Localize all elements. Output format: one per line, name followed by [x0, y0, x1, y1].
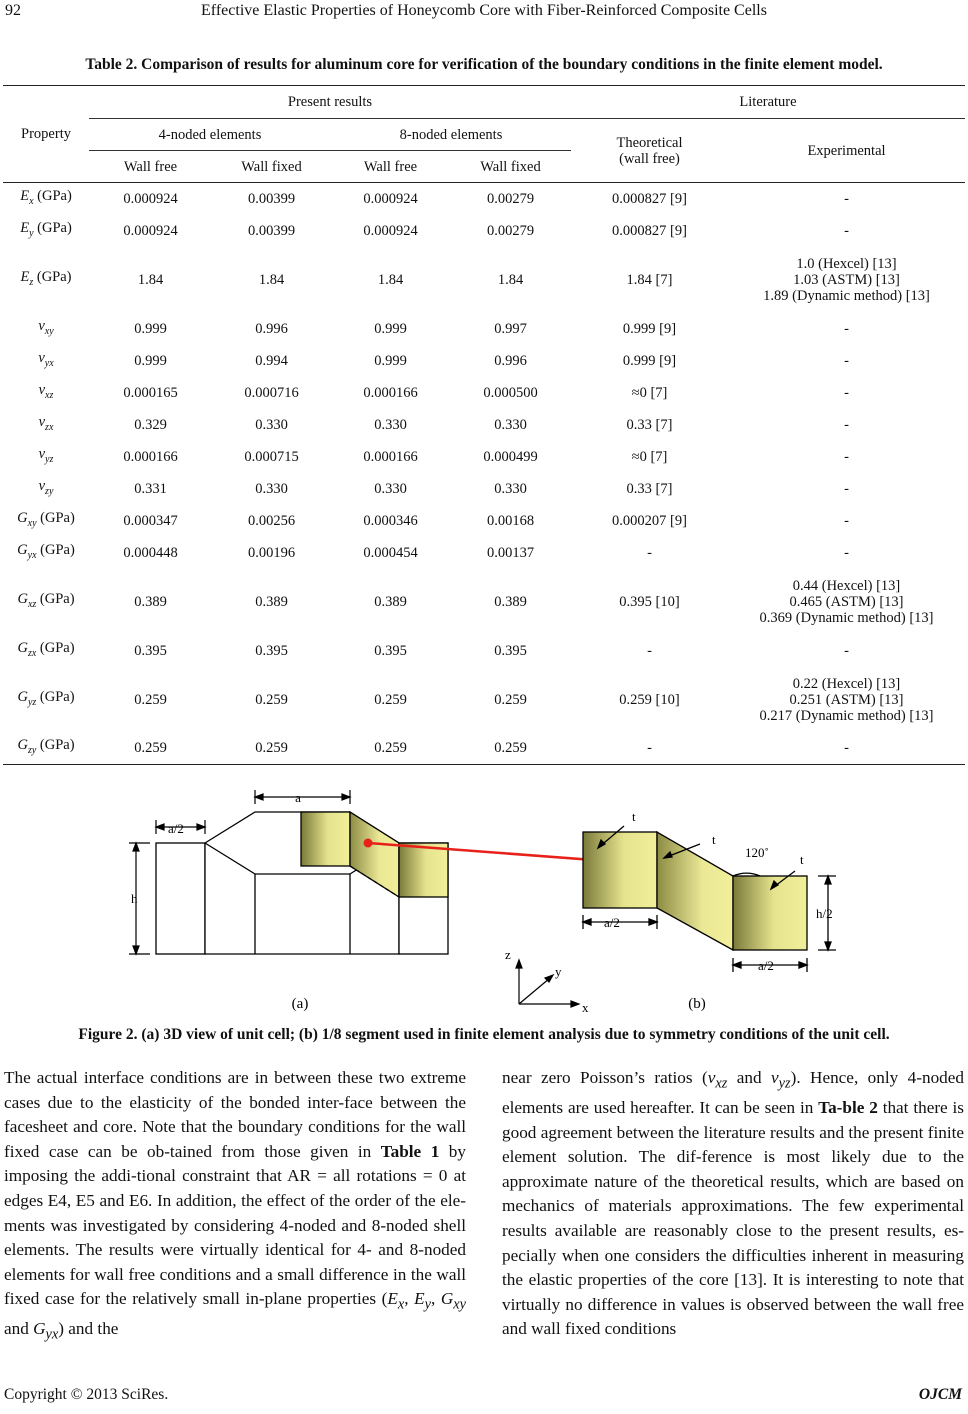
- header-theoretical-sub: (wall free): [619, 150, 680, 167]
- cell-c4: 0.00168: [486, 512, 535, 529]
- header-4-noded: 4-noded elements: [89, 119, 331, 151]
- cell-c3: 0.330: [374, 416, 407, 433]
- experimental-value: -: [844, 642, 849, 659]
- cell-c2: 0.259: [255, 691, 288, 708]
- cell-c3: 0.395: [374, 642, 407, 659]
- table-row: [3, 313, 965, 345]
- property-subscript: yz: [27, 696, 37, 708]
- cell-c3: 0.000166: [363, 448, 418, 465]
- cell-experimental: [728, 313, 965, 345]
- cell-c2: 0.994: [255, 352, 288, 369]
- cell-c1: 0.331: [134, 480, 167, 497]
- cell-c1: 0.000347: [123, 512, 178, 529]
- property-subscript: xz: [27, 598, 37, 610]
- symbol: E: [414, 1289, 425, 1309]
- cell-c1: 1.84: [137, 271, 164, 288]
- page-number: 92: [5, 2, 21, 19]
- table-row: [3, 473, 965, 505]
- cell-c3: 0.000346: [363, 512, 418, 529]
- property-symbol: E: [20, 187, 30, 204]
- paragraph-text: ). Hence, only 4-noded elements are used hereafter. It can be seen in: [502, 1068, 964, 1118]
- property-symbol: G: [17, 737, 28, 754]
- cell-c2: 0.00399: [247, 190, 296, 207]
- experimental-value: 1.03 (ASTM) [13]: [793, 271, 900, 288]
- cell-c4: 0.259: [494, 740, 527, 757]
- table-row: [3, 635, 965, 667]
- table-caption: Table 2. Comparison of results for aluminum core for verification of the boundary conditions in the finite element model.: [85, 56, 883, 73]
- body-column-right: [502, 1066, 964, 1342]
- cell-c4: 0.395: [494, 642, 527, 659]
- body-column-left: [4, 1066, 466, 1347]
- cell-theo: 0.33 [7]: [626, 416, 673, 433]
- property-subscript: yx: [44, 357, 54, 369]
- header-wall-fixed: Wall fixed: [241, 158, 302, 175]
- table-row: [3, 215, 965, 247]
- cell-c4: 0.00279: [486, 222, 535, 239]
- cell-theo: -: [647, 642, 652, 659]
- cell-theo: 1.84 [7]: [626, 271, 673, 288]
- cell-c3: 0.389: [374, 593, 407, 610]
- table-row: [3, 409, 965, 441]
- experimental-value: -: [844, 320, 849, 337]
- paragraph-text: The actual interface conditions are in between these two extreme cases due to the elasticity of the bonded inter-face between the facesheet and core. Note that the boundary conditions for the wall fixed case can be ob-tained from those given in: [4, 1068, 466, 1161]
- cell-c4: 0.000499: [483, 448, 538, 465]
- table-header: [3, 86, 965, 183]
- cell-c1: 0.329: [134, 416, 167, 433]
- property-symbol: E: [20, 219, 30, 236]
- dim-label-a-half-b2: a/2: [758, 958, 774, 973]
- dim-label-a-half-b: a/2: [604, 915, 620, 930]
- cell-c4: 0.996: [494, 352, 527, 369]
- cell-c1: 0.389: [134, 593, 167, 610]
- subscript: yx: [45, 1326, 59, 1343]
- cell-c1: 0.000166: [123, 448, 178, 465]
- cell-experimental: [728, 473, 965, 505]
- label-t-right: t: [800, 852, 804, 867]
- property-symbol: ν: [38, 349, 45, 366]
- property-subscript: yz: [45, 453, 54, 465]
- label-t-left: t: [632, 809, 636, 824]
- paragraph-text: by imposing the addi-tional constraint that AR = all rotations = 0 at edges E4, E5 and E6. In addition, the effect of the order of the ele-ments was investigated by considering 4-noded and 8-noded shell elements. The results were virtually identical for 4- and 8-noded elements for wall free conditions and a small difference in the wall fixed case for the relatively small in-plane properties (: [4, 1141, 466, 1309]
- cell-c2: 0.996: [255, 320, 288, 337]
- subscript: xy: [453, 1296, 467, 1313]
- cell-c4: 0.259: [494, 691, 527, 708]
- cell-c4: 0.00279: [486, 190, 535, 207]
- dim-label-a-half: a/2: [168, 821, 184, 836]
- cell-theo: 0.33 [7]: [626, 480, 673, 497]
- cell-c3: 0.999: [374, 352, 407, 369]
- cell-theo: -: [647, 544, 652, 561]
- cell-c3: 0.999: [374, 320, 407, 337]
- property-subscript: zx: [45, 421, 54, 433]
- table-reference: Ta-ble 2: [818, 1098, 878, 1118]
- property-subscript: zy: [45, 485, 54, 497]
- property-unit: (GPa): [36, 688, 75, 705]
- cell-theo: ≈0 [7]: [631, 448, 668, 465]
- cell-property: [3, 733, 89, 765]
- property-subscript: x: [29, 195, 34, 207]
- cell-c4: 1.84: [497, 271, 524, 288]
- cell-c2: 0.330: [255, 416, 288, 433]
- cell-c3: 1.84: [377, 271, 404, 288]
- cell-c4: 0.330: [494, 416, 527, 433]
- subscript: y: [424, 1296, 431, 1313]
- property-unit: (GPa): [33, 268, 72, 285]
- axis-triad: [516, 960, 579, 1007]
- property-symbol: G: [17, 639, 28, 656]
- property-symbol: ν: [38, 477, 46, 494]
- left-wall: [156, 843, 205, 954]
- separator: and: [727, 1068, 772, 1087]
- property-unit: (GPa): [33, 187, 72, 204]
- panel-label-a: (a): [291, 996, 309, 1012]
- experimental-value: -: [844, 352, 849, 369]
- cell-c1: 0.259: [134, 691, 167, 708]
- cell-c2: 0.000716: [244, 384, 299, 401]
- cell-experimental: [728, 537, 965, 569]
- panel-label-b: (b): [688, 996, 706, 1012]
- results-table: [3, 85, 965, 765]
- cell-c2: 1.84: [258, 271, 285, 288]
- experimental-value: 0.465 (ASTM) [13]: [789, 593, 904, 610]
- table-reference: Table 1: [380, 1141, 440, 1161]
- table-row: [3, 377, 965, 409]
- cell-c2: 0.389: [255, 593, 288, 610]
- cell-c1: 0.000165: [123, 384, 178, 401]
- right-wall-highlight: [399, 843, 448, 897]
- property-unit: (GPa): [36, 639, 75, 656]
- cell-property: [3, 569, 89, 635]
- experimental-value: 1.89 (Dynamic method) [13]: [763, 287, 930, 304]
- cell-c3: 0.000924: [363, 222, 418, 239]
- cell-c2: 0.00256: [247, 512, 296, 529]
- cell-c3: 0.000924: [363, 190, 418, 207]
- property-symbol: G: [17, 541, 28, 558]
- cell-property: [3, 313, 89, 345]
- cell-theo: ≈0 [7]: [631, 384, 668, 401]
- cell-c1: 0.000448: [123, 544, 178, 561]
- property-unit: (GPa): [36, 590, 75, 607]
- cell-experimental: [728, 377, 965, 409]
- table-row: [3, 247, 965, 313]
- cell-experimental: [728, 441, 965, 473]
- axis-label-z: z: [505, 947, 511, 962]
- figure-unit-cell: [0, 778, 968, 1018]
- cell-property: [3, 537, 89, 569]
- cell-c1: 0.000924: [123, 190, 178, 207]
- footer-journal: OJCM: [918, 1386, 962, 1403]
- cell-c1: 0.999: [134, 320, 167, 337]
- cell-property: [3, 505, 89, 537]
- cell-property: [3, 409, 89, 441]
- header-wall-fixed: Wall fixed: [480, 158, 541, 175]
- table-row: [3, 441, 965, 473]
- property-symbol: G: [17, 688, 28, 705]
- cell-c2: 0.330: [255, 480, 288, 497]
- header-literature: Literature: [571, 86, 965, 119]
- cell-theo: 0.000827 [9]: [612, 222, 687, 239]
- cell-experimental: [728, 733, 965, 765]
- cell-theo: 0.000827 [9]: [612, 190, 687, 207]
- cell-c4: 0.997: [494, 320, 527, 337]
- figure-caption: Figure 2. (a) 3D view of unit cell; (b) 1/8 segment used in finite element analysis due to symmetry conditions of the unit cell.: [78, 1026, 890, 1043]
- experimental-value: -: [844, 222, 849, 239]
- property-symbol: G: [17, 590, 28, 607]
- cell-c2: 0.395: [255, 642, 288, 659]
- cell-theo: 0.000207 [9]: [612, 512, 687, 529]
- subscript: yz: [778, 1075, 791, 1092]
- cell-experimental: [728, 635, 965, 667]
- experimental-value: -: [844, 384, 849, 401]
- property-subscript: zy: [27, 745, 37, 757]
- paragraph-text: near zero Poisson’s ratios (: [502, 1068, 708, 1087]
- paragraph-text: ) and the: [58, 1319, 119, 1339]
- experimental-value: 0.369 (Dynamic method) [13]: [759, 609, 934, 626]
- experimental-value: -: [844, 544, 849, 561]
- table-row: [3, 569, 965, 635]
- cell-experimental: [728, 247, 965, 313]
- property-symbol: G: [17, 509, 28, 526]
- cell-c2: 0.259: [255, 740, 288, 757]
- experimental-value: 1.0 (Hexcel) [13]: [796, 255, 897, 272]
- panel-a-unit-cell-3d: [156, 812, 448, 954]
- subscript: xz: [715, 1075, 728, 1092]
- experimental-value: -: [844, 512, 849, 529]
- axis-label-y: y: [555, 964, 562, 979]
- experimental-value: 0.251 (ASTM) [13]: [789, 691, 904, 708]
- cell-c3: 0.330: [374, 480, 407, 497]
- symbol: ν: [707, 1068, 716, 1087]
- highlight-segment-face: [301, 812, 350, 866]
- segment-left-wall: [583, 832, 657, 908]
- table-row: [3, 183, 965, 215]
- cell-property: [3, 215, 89, 247]
- footer-copyright: Copyright © 2013 SciRes.: [4, 1386, 169, 1403]
- experimental-value: -: [844, 190, 849, 207]
- header-theoretical-label: Theoretical: [616, 134, 683, 151]
- cell-theo: 0.999 [9]: [622, 320, 677, 337]
- cell-c4: 0.00137: [486, 544, 535, 561]
- property-symbol: ν: [38, 445, 46, 462]
- header-wall-free: Wall free: [123, 158, 178, 175]
- property-subscript: xy: [27, 517, 37, 529]
- symbol: G: [440, 1289, 454, 1309]
- property-subscript: y: [29, 227, 34, 239]
- property-subscript: z: [29, 276, 34, 288]
- separator: ,: [404, 1289, 415, 1309]
- header-theoretical: [571, 119, 728, 183]
- property-symbol: ν: [38, 413, 46, 430]
- experimental-value: 0.44 (Hexcel) [13]: [792, 577, 901, 594]
- dim-label-h-half: h/2: [816, 906, 833, 921]
- cell-c4: 0.330: [494, 480, 527, 497]
- property-subscript: xz: [45, 389, 54, 401]
- cell-c4: 0.000500: [483, 384, 538, 401]
- experimental-value: -: [844, 480, 849, 497]
- separator: and: [4, 1319, 34, 1339]
- property-subscript: zx: [27, 647, 37, 659]
- cell-c1: 0.259: [134, 740, 167, 757]
- segment-right-wall: [733, 876, 807, 950]
- cell-c3: 0.259: [374, 740, 407, 757]
- cell-property: [3, 377, 89, 409]
- cell-experimental: [728, 667, 965, 733]
- property-subscript: xy: [44, 325, 54, 337]
- symbol: G: [33, 1319, 46, 1339]
- cell-experimental: [728, 183, 965, 215]
- cell-experimental: [728, 505, 965, 537]
- cell-theo: 0.395 [10]: [619, 593, 680, 610]
- cell-c3: 0.000166: [363, 384, 418, 401]
- page-header: [0, 2, 968, 28]
- cell-c2: 0.00399: [247, 222, 296, 239]
- cell-property: [3, 247, 89, 313]
- cell-property: [3, 635, 89, 667]
- segment-slant-wall: [657, 832, 733, 950]
- table-row: [3, 667, 965, 733]
- cell-property: [3, 345, 89, 377]
- property-symbol: E: [20, 268, 30, 285]
- experimental-value: -: [844, 740, 849, 757]
- cell-property: [3, 183, 89, 215]
- cell-property: [3, 667, 89, 733]
- cell-theo: 0.999 [9]: [622, 352, 677, 369]
- table-row: [3, 345, 965, 377]
- cell-c2: 0.000715: [244, 448, 299, 465]
- property-unit: (GPa): [36, 541, 75, 558]
- header-property: Property: [21, 126, 71, 142]
- symbol: E: [387, 1289, 398, 1309]
- cell-c1: 0.395: [134, 642, 167, 659]
- property-unit: (GPa): [33, 219, 72, 236]
- dim-label-h: h: [131, 891, 138, 906]
- experimental-value: 0.217 (Dynamic method) [13]: [759, 707, 934, 724]
- table-row: [3, 537, 965, 569]
- dim-label-a: a: [295, 790, 301, 805]
- panel-b-segment: [583, 832, 807, 950]
- cell-c2: 0.00196: [247, 544, 296, 561]
- experimental-value: 0.22 (Hexcel) [13]: [792, 675, 901, 692]
- cell-c1: 0.999: [134, 352, 167, 369]
- subscript: x: [397, 1296, 405, 1313]
- cell-c3: 0.259: [374, 691, 407, 708]
- property-subscript: yx: [27, 549, 37, 561]
- cell-property: [3, 473, 89, 505]
- label-t-middle: t: [712, 832, 716, 847]
- experimental-value: -: [844, 448, 849, 465]
- cell-experimental: [728, 569, 965, 635]
- cell-theo: -: [647, 740, 652, 757]
- paragraph-text: that there is good agreement between the literature results and the present finite element solution. The dif-ference is most likely due to the approximate nature of the theoretical results, which are based on mechanics of materials approximations. The few experimental results available are reasonably close to the present results, es-pecially when one considers the difficulties inherent in measuring the elastic properties of the core [13]. It is interesting to note that virtually no difference in values is observed between the wall free and wall fixed conditions: [502, 1098, 964, 1339]
- experimental-value: -: [844, 416, 849, 433]
- label-angle: 120˚: [745, 845, 769, 860]
- table-row: [3, 733, 965, 765]
- table-body: [3, 183, 965, 765]
- separator: ,: [431, 1289, 441, 1309]
- symbol: ν: [771, 1068, 779, 1087]
- cell-property: [3, 441, 89, 473]
- axis-label-x: x: [582, 1000, 589, 1015]
- table-row: [3, 505, 965, 537]
- property-unit: (GPa): [36, 509, 75, 526]
- cell-c4: 0.389: [494, 593, 527, 610]
- cell-c1: 0.000924: [123, 222, 178, 239]
- cell-experimental: [728, 409, 965, 441]
- header-present-results: Present results: [89, 86, 571, 119]
- header-8-noded: 8-noded elements: [331, 119, 571, 151]
- cell-c3: 0.000454: [363, 544, 418, 561]
- header-wall-free: Wall free: [363, 158, 418, 175]
- cell-experimental: [728, 345, 965, 377]
- header-experimental: Experimental: [807, 142, 886, 159]
- property-symbol: ν: [38, 317, 45, 334]
- property-symbol: ν: [38, 381, 46, 398]
- cell-experimental: [728, 215, 965, 247]
- cell-theo: 0.259 [10]: [619, 691, 680, 708]
- running-title: Effective Elastic Properties of Honeycomb Core with Fiber-Reinforced Composite Cells: [201, 2, 767, 19]
- property-unit: (GPa): [36, 737, 75, 754]
